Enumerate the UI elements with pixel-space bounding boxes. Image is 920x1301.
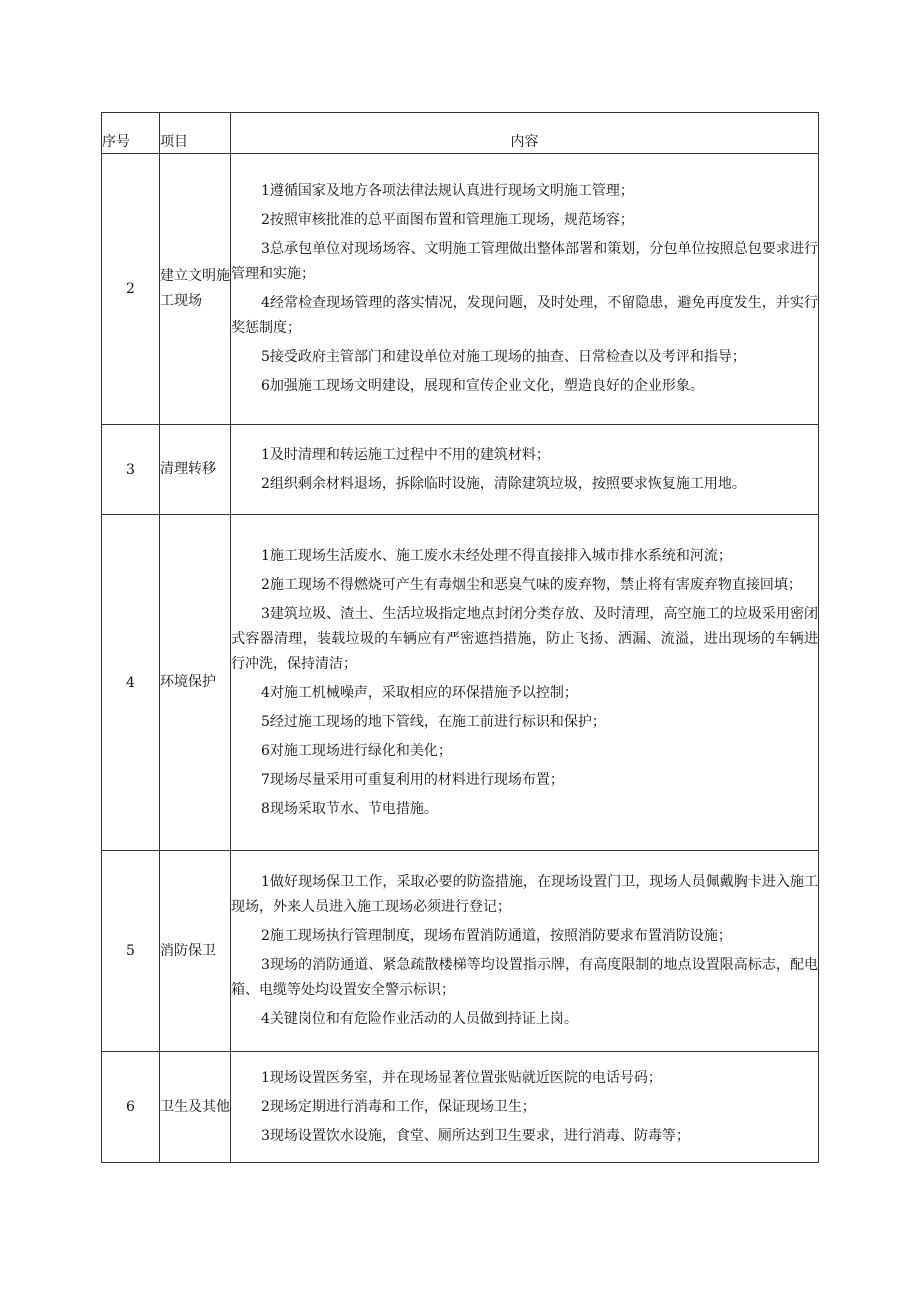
row-number: 6 [102, 1052, 160, 1163]
content-line: 5经过施工现场的地下管线，在施工前进行标识和保护； [261, 713, 606, 730]
content-line: 2按照审核批准的总平面图布置和管理施工现场，规范场容； [261, 212, 634, 228]
content-line: 1施工现场生活废水、施工废水未经处理不得直接排入城市排水系统和河流； [261, 547, 732, 564]
row-content [231, 851, 819, 1052]
content-line: 8现场采取节水、节电措施。 [261, 800, 438, 817]
row-item: 清理转移 [160, 425, 231, 515]
content-line: 1做好现场保卫工作，采取必要的防盗措施，在现场设置门卫，现场人员佩戴胸卡进入施工现场，外来人员进入施工现场必须进行登记； [231, 874, 818, 915]
row-number: 2 [102, 154, 160, 425]
content-line: 2施工现场不得燃烧可产生有毒烟尘和恶臭气味的废弃物，禁止将有害废弃物直接回填； [261, 576, 802, 593]
row-content [231, 1052, 819, 1163]
content-line: 3现场的消防通道、紧急疏散楼梯等均设置指示牌，有高度限制的地点设置限高标志，配电箱、电缆等处均设置安全警示标识； [231, 957, 818, 998]
row-content [231, 154, 819, 425]
row-number: 3 [102, 425, 160, 515]
table-row [102, 1052, 819, 1163]
content-line: 6对施工现场进行绿化和美化； [261, 742, 452, 759]
content-line: 1遵循国家及地方各项法律法规认真进行现场文明施工管理； [261, 183, 634, 199]
content-line: 4经常检查现场管理的落实情况，发现问题，及时处理，不留隐患，避免再度发生，并实行奖惩制度； [231, 295, 818, 336]
content-line: 1及时清理和转运施工过程中不用的建筑材料； [261, 446, 550, 463]
content-line: 2组织剩余材料退场，拆除临时设施，清除建筑垃圾，按照要求恢复施工用地。 [261, 475, 746, 492]
row-number: 4 [102, 515, 160, 851]
content-line: 4对施工机械噪声，采取相应的环保措施予以控制； [261, 684, 578, 701]
header-item: 项目 [160, 113, 231, 154]
content-table [101, 112, 819, 1163]
table-row [102, 515, 819, 851]
table-row [102, 851, 819, 1052]
row-content [231, 515, 819, 851]
content-line: 2施工现场执行管理制度，现场布置消防通道，按照消防要求布置消防设施； [261, 928, 732, 944]
content-line: 3总承包单位对现场场容、文明施工管理做出整体部署和策划，分包单位按照总包要求进行管理和实施； [231, 241, 818, 282]
row-content [231, 425, 819, 515]
header-number: 序号 [102, 113, 160, 154]
header-content: 内容 [231, 113, 819, 154]
row-item: 消防保卫 [160, 851, 231, 1052]
table-row [102, 425, 819, 515]
content-line: 3现场设置饮水设施，食堂、厕所达到卫生要求，进行消毒、防毒等； [261, 1127, 690, 1144]
table-row [102, 154, 819, 425]
content-line: 4关键岗位和有危险作业活动的人员做到持证上岗。 [261, 1011, 578, 1027]
content-line: 7现场尽量采用可重复利用的材料进行现场布置； [261, 771, 564, 788]
row-item: 建立文明施工现场 [160, 154, 231, 425]
content-line: 1现场设置医务室，并在现场显著位置张贴就近医院的电话号码； [261, 1069, 662, 1086]
content-line: 6加强施工现场文明建设，展现和宣传企业文化，塑造良好的企业形象。 [261, 378, 704, 394]
content-line: 5接受政府主管部门和建设单位对施工现场的抽查、日常检查以及考评和指导； [261, 349, 746, 365]
table-header-row [102, 113, 819, 154]
content-line: 3建筑垃圾、渣土、生活垃圾指定地点封闭分类存放、及时清理，高空施工的垃圾采用密闭式容器清理，装载垃圾的车辆应有严密遮挡措施，防止飞扬、洒漏、流溢，进出现场的车辆进行冲洗，保持清洁； [231, 605, 818, 672]
row-item: 卫生及其他 [160, 1052, 231, 1163]
row-number: 5 [102, 851, 160, 1052]
row-item: 环境保护 [160, 515, 231, 851]
content-line: 2现场定期进行消毒和工作，保证现场卫生； [261, 1098, 536, 1115]
